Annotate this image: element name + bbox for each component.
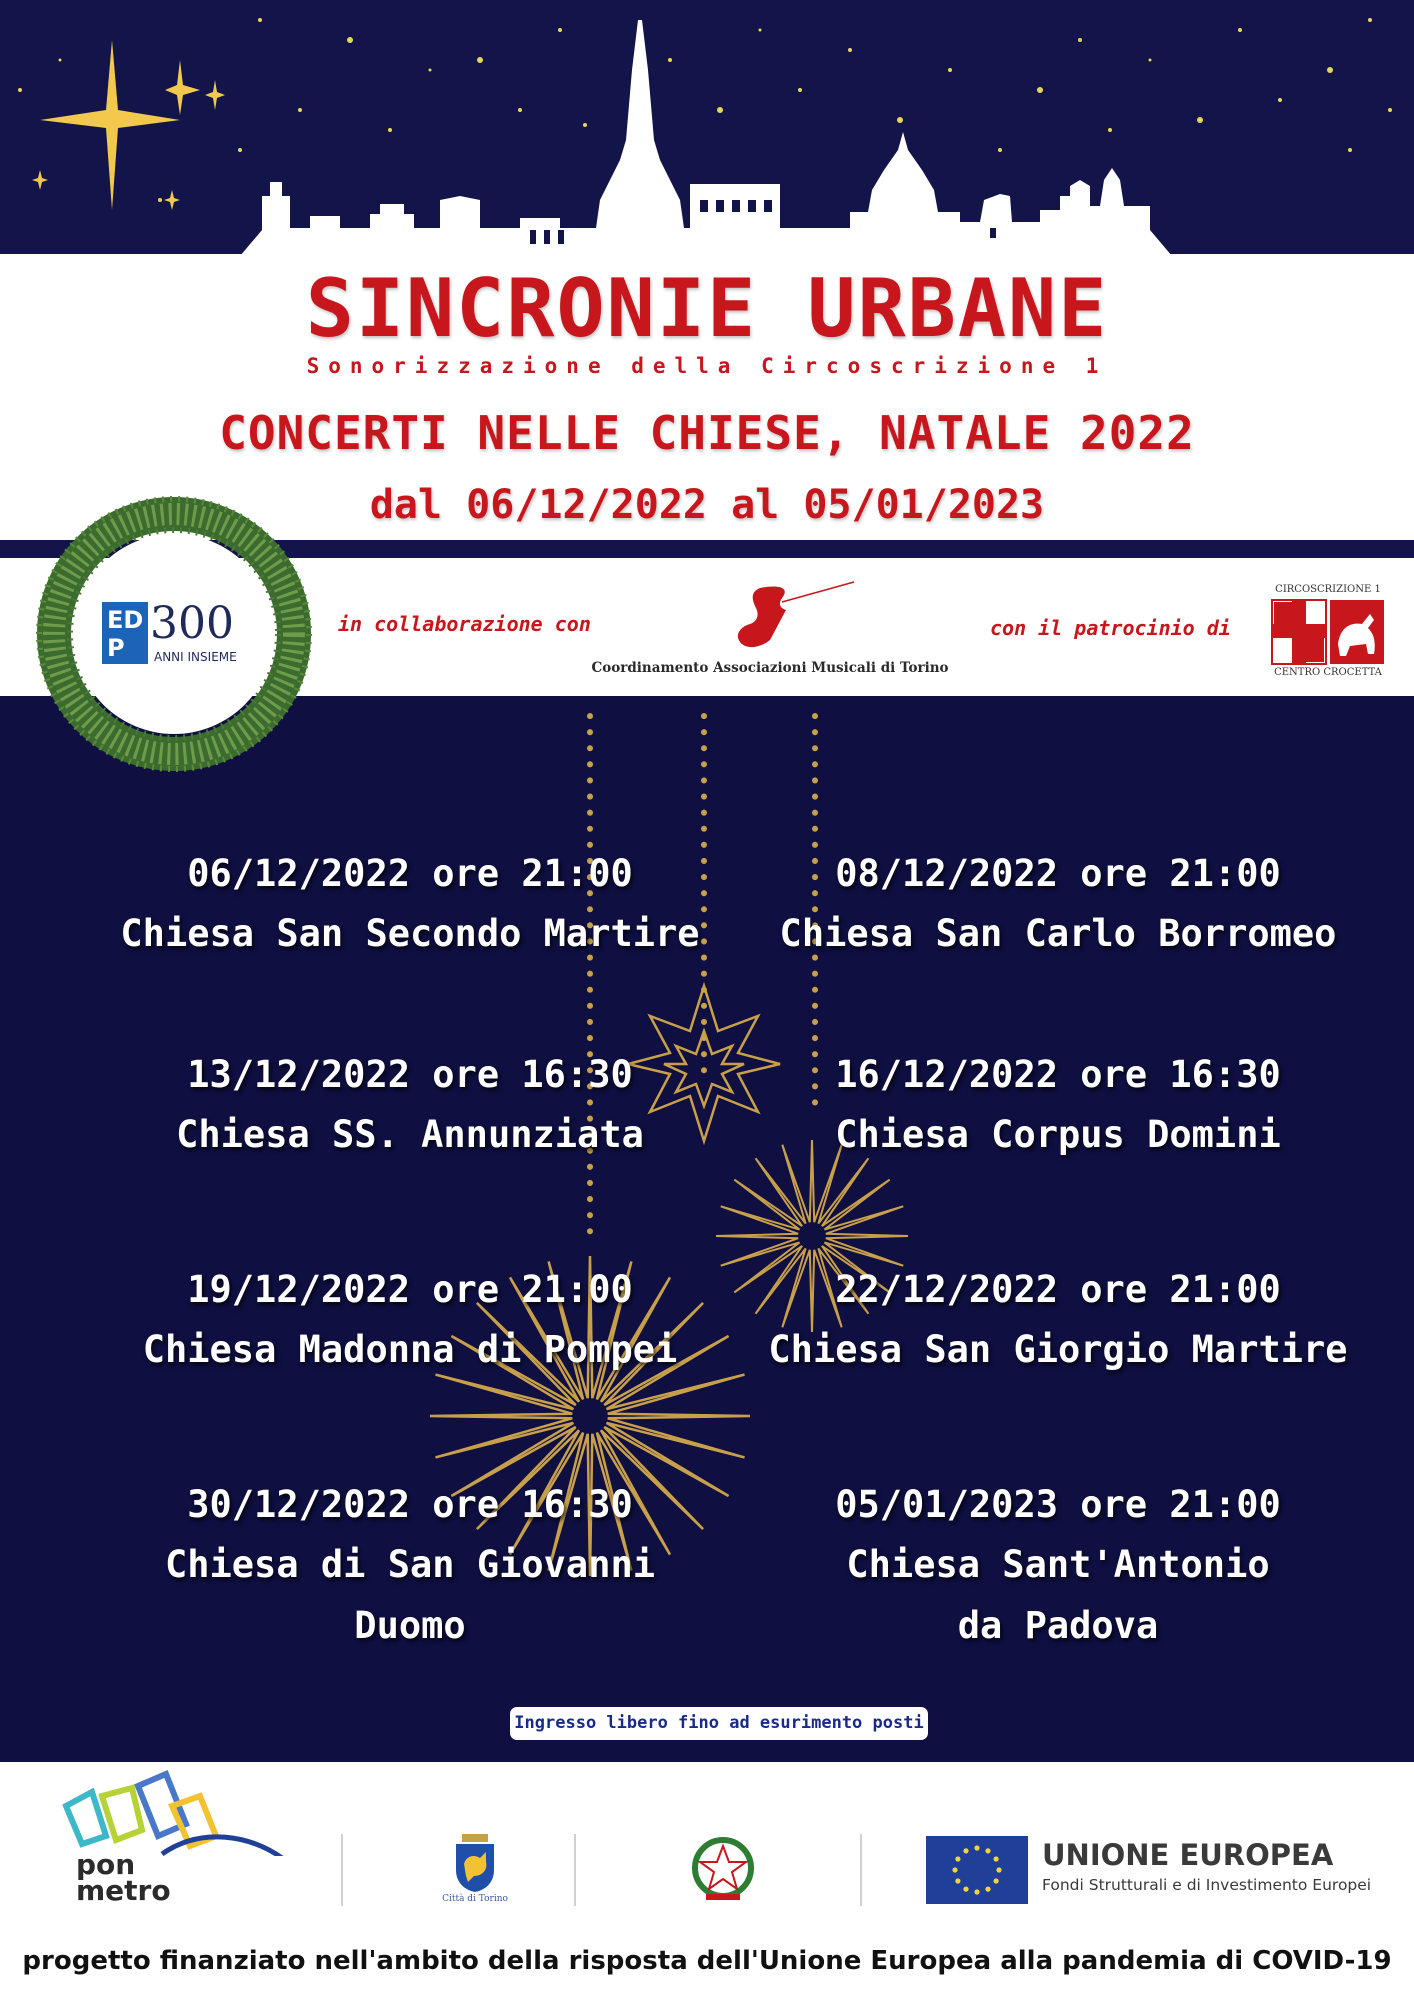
date-range: dal 06/12/2022 al 05/01/2023 bbox=[369, 482, 1045, 528]
event-church-line2: da Padova bbox=[957, 1604, 1159, 1647]
event-datetime: 16/12/2022 ore 16:30 bbox=[835, 1053, 1281, 1096]
eu-subtitle: Fondi Strutturali e di Investimento Europei bbox=[1042, 1876, 1372, 1894]
event-datetime: 30/12/2022 ore 16:30 bbox=[187, 1483, 633, 1526]
ponmetro-wordmark: pon metro bbox=[76, 1848, 171, 1907]
turin-skyline-illustration bbox=[0, 0, 1414, 256]
eu-flag-icon bbox=[926, 1836, 1028, 1904]
eu-title: UNIONE EUROPEA bbox=[1042, 1838, 1334, 1872]
event-church: Chiesa Sant'Antonio bbox=[846, 1543, 1270, 1586]
citta-di-torino-crest-icon bbox=[434, 1830, 516, 1896]
event-card bbox=[70, 1046, 750, 1165]
logo-divider bbox=[574, 1834, 576, 1906]
logo-divider bbox=[860, 1834, 862, 1906]
event-card bbox=[70, 1476, 750, 1656]
page-title: SINCRONIE URBANE bbox=[305, 262, 1109, 355]
caam-name: Coordinamento Associazioni Musicali di Torino bbox=[591, 660, 949, 676]
event-church: Chiesa Madonna di Pompei bbox=[142, 1328, 678, 1371]
event-datetime: 13/12/2022 ore 16:30 bbox=[187, 1053, 633, 1096]
event-card bbox=[718, 845, 1398, 964]
christmas-star-icon bbox=[32, 40, 225, 210]
italian-republic-emblem-icon bbox=[688, 1834, 758, 1906]
event-church: Chiesa Corpus Domini bbox=[835, 1113, 1281, 1156]
collaboration-label: in collaborazione con bbox=[338, 612, 591, 636]
circoscrizione-label: CIRCOSCRIZIONE 1 bbox=[1275, 584, 1381, 595]
event-datetime: 06/12/2022 ore 21:00 bbox=[187, 852, 633, 895]
event-card bbox=[718, 1476, 1398, 1656]
event-card bbox=[718, 1261, 1398, 1380]
circoscrizione-bull-logo-icon bbox=[1270, 598, 1386, 666]
event-datetime: 22/12/2022 ore 21:00 bbox=[835, 1268, 1281, 1311]
event-card bbox=[718, 1046, 1398, 1165]
citta-di-torino-caption: Città di Torino bbox=[442, 1894, 508, 1904]
event-card bbox=[70, 1261, 750, 1380]
night-sky-band bbox=[0, 0, 1414, 256]
free-entry-note: Ingresso libero fino ad esurimento posti bbox=[510, 1707, 928, 1740]
page-subtitle: Sonorizzazione della Circoscrizione 1 bbox=[306, 354, 1108, 378]
event-card bbox=[70, 845, 750, 964]
event-datetime: 08/12/2022 ore 21:00 bbox=[835, 852, 1281, 895]
edp-anniversary-number: 300 bbox=[150, 598, 234, 649]
event-church: Chiesa di San Giovanni bbox=[164, 1543, 656, 1586]
event-church: Chiesa San Secondo Martire bbox=[120, 912, 700, 955]
event-church: Chiesa San Giorgio Martire bbox=[768, 1328, 1348, 1371]
svg-text:ED: ED bbox=[107, 606, 144, 634]
event-church: Chiesa San Carlo Borromeo bbox=[779, 912, 1337, 955]
funding-note: progetto finanziato nell'ambito della risposta dell'Unione Europea alla pandemia di COVID-19 bbox=[22, 1946, 1392, 1976]
event-church: Chiesa SS. Annunziata bbox=[176, 1113, 644, 1156]
logo-divider bbox=[341, 1834, 343, 1906]
patronage-label: con il patrocinio di bbox=[990, 616, 1231, 640]
headline: CONCERTI NELLE CHIESE, NATALE 2022 bbox=[219, 406, 1195, 460]
event-datetime: 05/01/2023 ore 21:00 bbox=[835, 1483, 1281, 1526]
edp-anniversary-caption: ANNI INSIEME bbox=[154, 650, 237, 664]
svg-text:P: P bbox=[107, 634, 125, 662]
centro-crocetta-label: CENTRO CROCETTA bbox=[1274, 667, 1382, 678]
ponmetro-logo-icon bbox=[62, 1766, 292, 1856]
event-church-line2: Duomo bbox=[354, 1604, 466, 1647]
event-datetime: 19/12/2022 ore 21:00 bbox=[187, 1268, 633, 1311]
caam-conductor-logo-icon bbox=[720, 578, 860, 658]
